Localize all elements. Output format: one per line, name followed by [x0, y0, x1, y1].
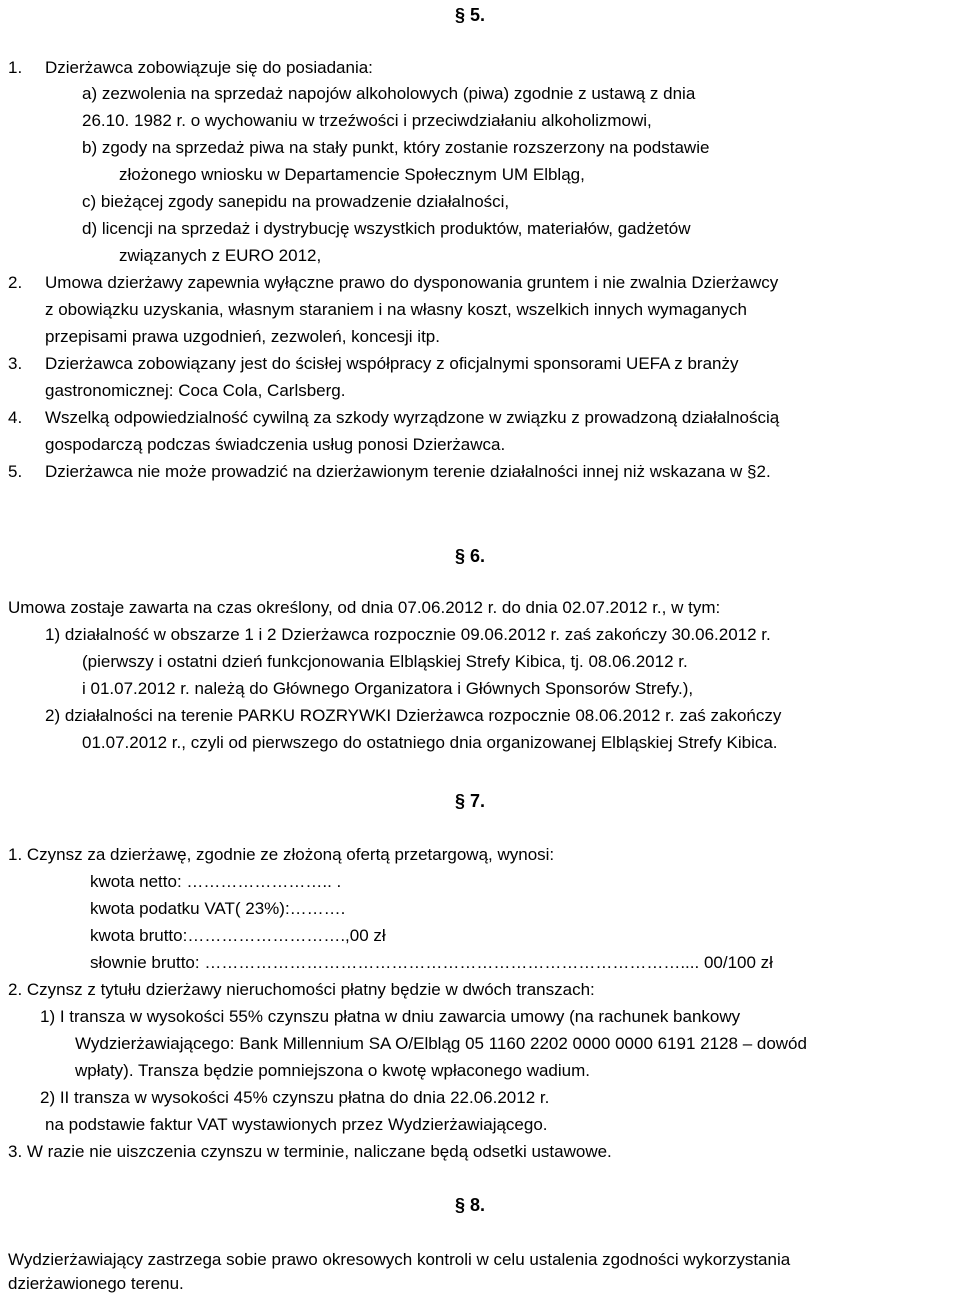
s5-item-5-number: 5.: [8, 462, 23, 481]
s5-item-3-number: 3.: [8, 354, 23, 373]
s7-tranche-2-cont: na podstawie faktur VAT wystawionych przez Wydzierżawiającego.: [45, 1115, 548, 1134]
s5-item-1-number: 1.: [8, 58, 23, 77]
s7-tranche-1: 1) I transza w wysokości 55% czynszu płatna w dniu zawarcia umowy (na rachunek bankowy: [40, 1007, 741, 1026]
s7-tranche-1-cont-1: Wydzierżawiającego: Bank Millennium SA O/Elbląg 05 1160 2202 0000 0000 6191 2128 – dowód: [75, 1034, 807, 1053]
s5-item-2-cont-1: z obowiązku uzyskania, własnym staraniem i na własny koszt, wszelkich innych wymaganych: [45, 300, 748, 319]
s5-item-4-number: 4.: [8, 408, 23, 427]
s5-item-1-text: Dzierżawca zobowiązuje się do posiadania:: [45, 58, 373, 77]
s6-item-1-cont-1: (pierwszy i ostatni dzień funkcjonowania Elbląskiej Strefy Kibica, tj. 08.06.2012 r.: [82, 652, 688, 671]
s7-tranche-1-cont-2: wpłaty). Transza będzie pomniejszona o kwotę wpłaconego wadium.: [75, 1061, 590, 1080]
s5-item-1d: d) licencji na sprzedaż i dystrybucję wszystkich produktów, materiałów, gadżetów: [82, 219, 691, 238]
s7-amount-gross: kwota brutto:……………………….,00 zł: [90, 926, 386, 945]
s5-item-1a: a) zezwolenia na sprzedaż napojów alkoholowych (piwa) zgodnie z ustawą z dnia: [82, 84, 696, 103]
s6-item-1-cont-2: i 01.07.2012 r. należą do Głównego Organizatora i Głównych Sponsorów Strefy.),: [82, 679, 694, 698]
s5-item-2-number: 2.: [8, 273, 23, 292]
s7-amount-vat: kwota podatku VAT( 23%):……….: [90, 899, 346, 918]
s5-item-1c: c) bieżącej zgody sanepidu na prowadzenie działalności,: [82, 192, 510, 211]
section-6-heading: § 6.: [455, 546, 486, 566]
s7-amount-net: kwota netto: …………………….. .: [90, 872, 342, 891]
s6-item-2: 2) działalności na terenie PARKU ROZRYWKI Dzierżawca rozpocznie 08.06.2012 r. zaś zakończy: [45, 706, 782, 725]
s5-item-1b-cont: złożonego wniosku w Departamencie Społecznym UM Elbląg,: [119, 165, 585, 184]
s5-item-1b: b) zgody na sprzedaż piwa na stały punkt, który zostanie rozszerzony na podstawie: [82, 138, 710, 157]
s5-item-1d-cont: związanych z EURO 2012,: [119, 246, 322, 265]
s8-text-1: Wydzierżawiający zastrzega sobie prawo okresowych kontroli w celu ustalenia zgodności wykorzystania: [8, 1250, 791, 1269]
s5-item-5-text: Dzierżawca nie może prowadzić na dzierżawionym terenie działalności innej niż wskazana w §2.: [45, 462, 771, 481]
section-5-heading: § 5.: [455, 5, 486, 25]
s5-item-2-text: Umowa dzierżawy zapewnia wyłączne prawo do dysponowania gruntem i nie zwalnia Dzierżawcy: [45, 273, 779, 292]
s5-item-3-cont: gastronomicznej: Coca Cola, Carlsberg.: [45, 381, 346, 400]
section-8-heading: § 8.: [455, 1195, 486, 1215]
s6-intro: Umowa zostaje zawarta na czas określony, od dnia 07.06.2012 r. do dnia 02.07.2012 r., w tym:: [8, 598, 721, 617]
s5-item-1a-cont: 26.10. 1982 r. o wychowaniu w trzeźwości i przeciwdziałaniu alkoholizmowi,: [82, 111, 652, 130]
s7-item-2: 2. Czynsz z tytułu dzierżawy nieruchomości płatny będzie w dwóch transzach:: [8, 980, 595, 999]
s7-tranche-2: 2) II transza w wysokości 45% czynszu płatna do dnia 22.06.2012 r.: [40, 1088, 550, 1107]
s5-item-4-text: Wszelką odpowiedzialność cywilną za szkody wyrządzone w związku z prowadzoną działalnością: [45, 408, 780, 427]
s6-item-1: 1) działalność w obszarze 1 i 2 Dzierżawca rozpocznie 09.06.2012 r. zaś zakończy 30.06.2012 r.: [45, 625, 771, 644]
s7-item-3: 3. W razie nie uiszczenia czynszu w terminie, naliczane będą odsetki ustawowe.: [8, 1142, 612, 1161]
s8-text-2: dzierżawionego terenu.: [8, 1274, 184, 1293]
s7-amount-words: słownie brutto: ………………………………………………………………………….... 00/100 zł: [90, 953, 773, 972]
s5-item-3-text: Dzierżawca zobowiązany jest do ścisłej współpracy z oficjalnymi sponsorami UEFA z branży: [45, 354, 739, 373]
s6-item-2-cont: 01.07.2012 r., czyli od pierwszego do ostatniego dnia organizowanej Elbląskiej Strefy Kibica.: [82, 733, 778, 752]
section-7-heading: § 7.: [455, 791, 486, 811]
s5-item-4-cont: gospodarczą podczas świadczenia usług ponosi Dzierżawca.: [45, 435, 506, 454]
s5-item-2-cont-2: przepisami prawa uzgodnień, zezwoleń, koncesji itp.: [45, 327, 440, 346]
s7-item-1: 1. Czynsz za dzierżawę, zgodnie ze złożoną ofertą przetargową, wynosi:: [8, 845, 555, 864]
